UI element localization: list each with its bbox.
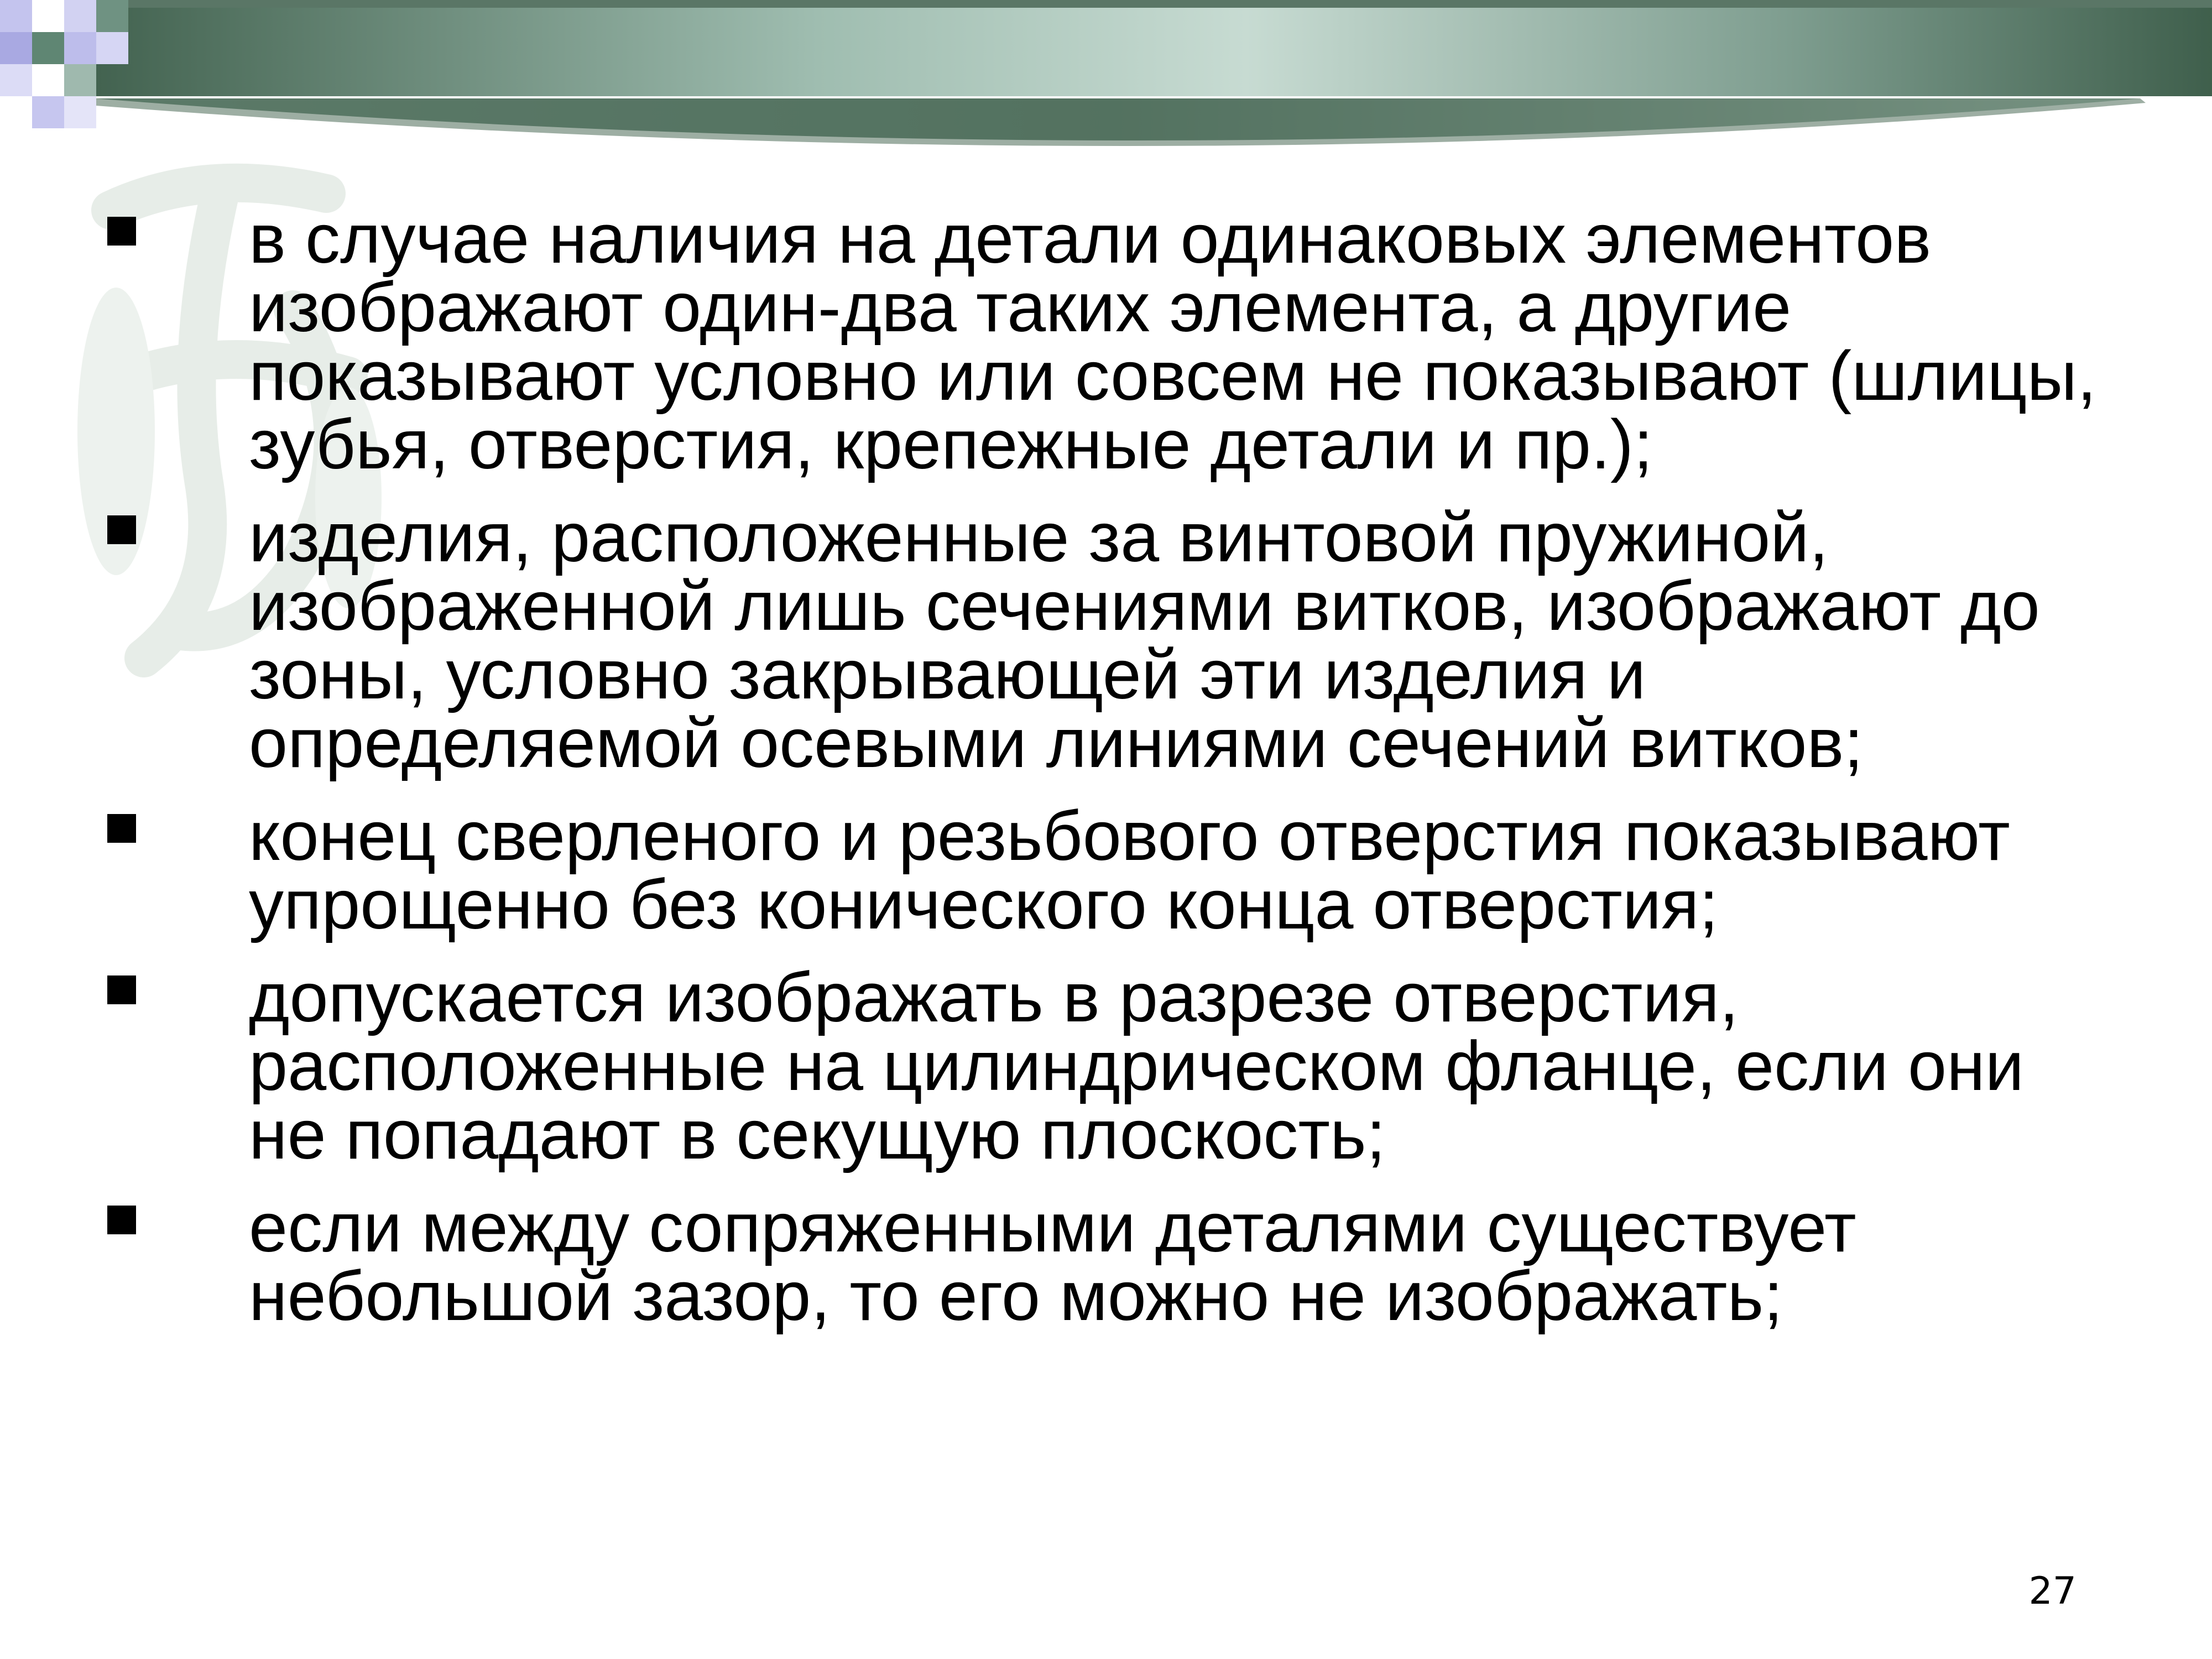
- bullet-text: в случае наличия на детали одинаковых элементов изображают один-два таких элемента, а другие показывают условно или совсем не показывают (шлицы, зубья, отверстия, крепежные детали и пр.);: [249, 200, 2097, 483]
- square-bullet-icon: [107, 1206, 136, 1234]
- bullet-text: если между сопряженными деталями существует небольшой зазор, то его можно не изображать;: [249, 1188, 1856, 1335]
- bullet-item: [100, 958, 2118, 1173]
- square-bullet-icon: [107, 975, 136, 1004]
- bullet-item: [100, 498, 2118, 782]
- bullet-text: допускается изображать в разрезе отверстия, расположенные на цилиндрическом фланце, если они не попадают в секущую плоскость;: [249, 958, 2025, 1173]
- page-number: 27: [2028, 1569, 2077, 1613]
- square-bullet-icon: [107, 515, 136, 544]
- bullet-text: конец сверленого и резьбового отверстия показывают упрощенно без конического конца отверстия;: [249, 797, 2010, 943]
- bullet-item: [100, 1188, 2118, 1335]
- square-bullet-icon: [107, 217, 136, 246]
- bullet-text: изделия, расположенные за винтовой пружиной, изображенной лишь сечениями витков, изображают до зоны, условно закрывающей эти изделия и определяемой осевыми линиями сечений витков;: [249, 498, 2040, 782]
- bullet-item: [100, 200, 2118, 483]
- bullet-item: [100, 797, 2118, 943]
- bullet-list: [100, 200, 2118, 1355]
- corner-squares-decoration: [0, 0, 177, 133]
- square-bullet-icon: [107, 814, 136, 843]
